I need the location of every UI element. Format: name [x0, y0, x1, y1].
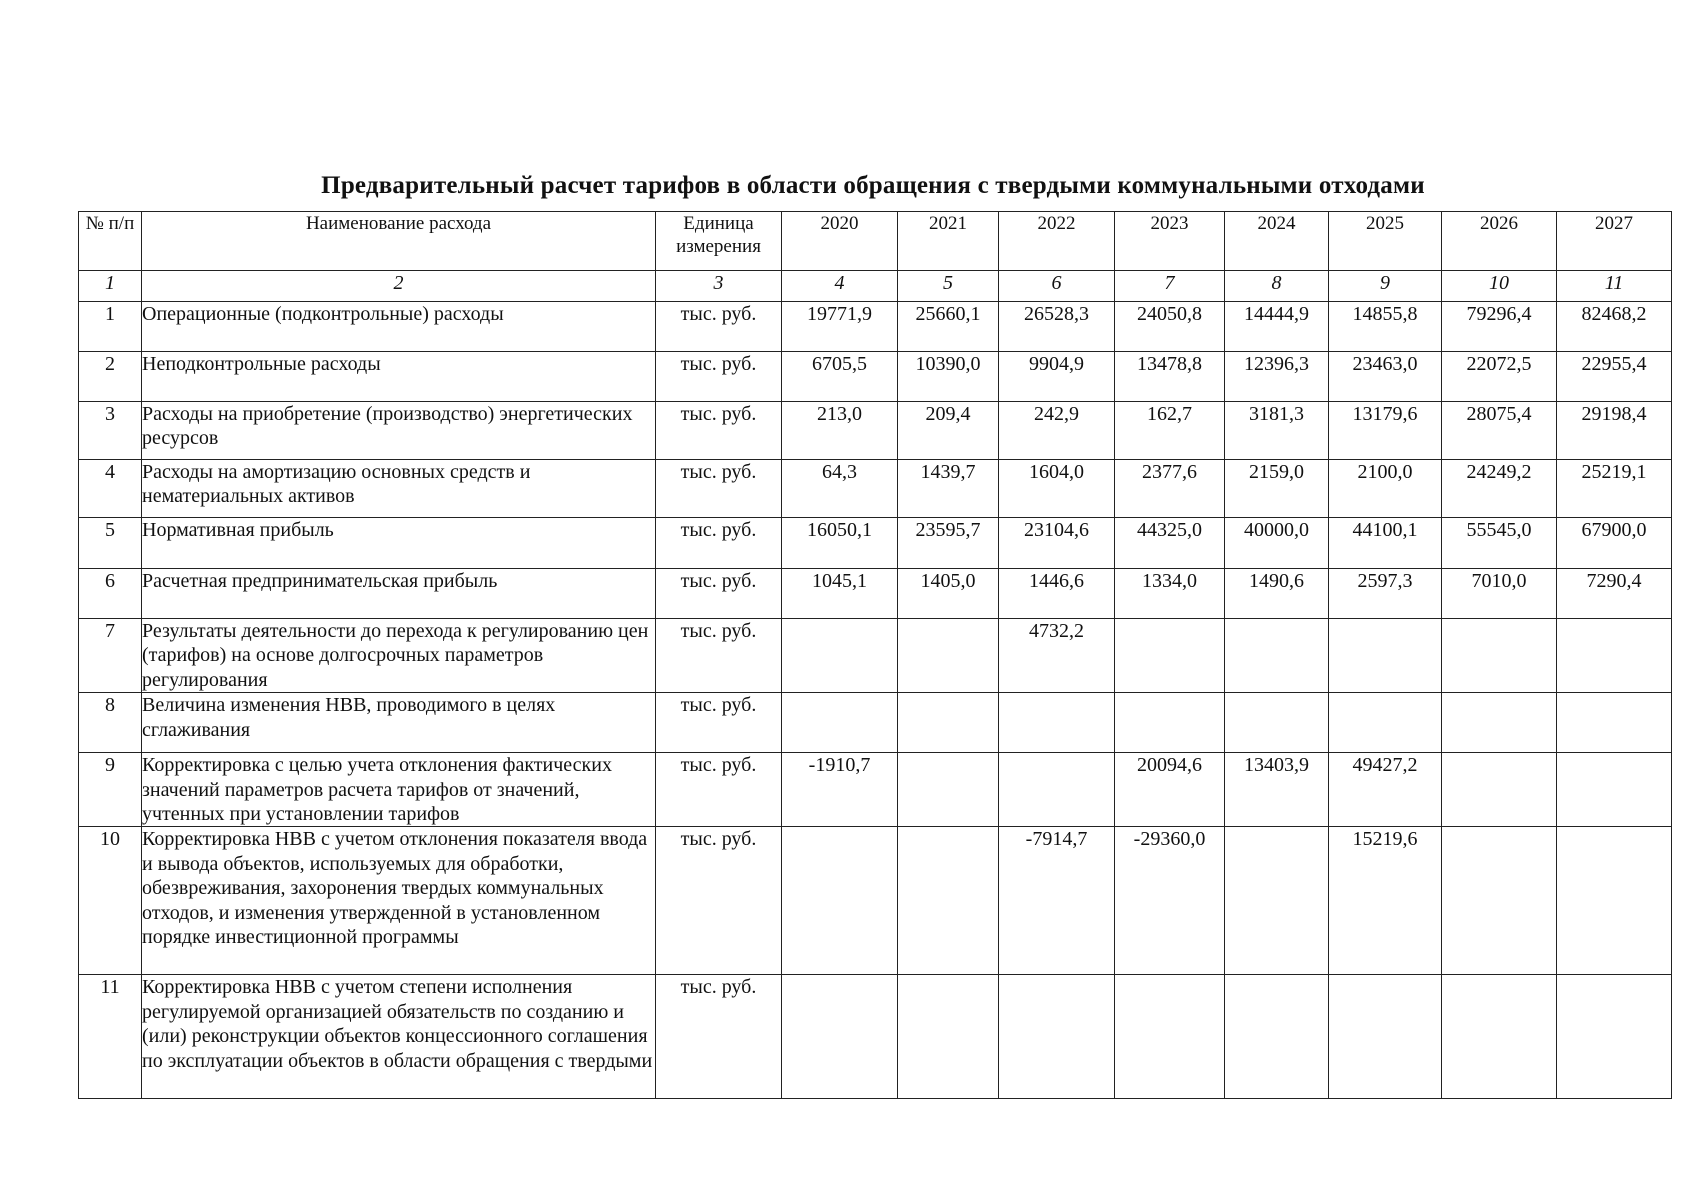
value-cell	[782, 975, 898, 1099]
value-cell: 15219,6	[1329, 827, 1442, 975]
value-cell: 2597,3	[1329, 569, 1442, 619]
value-cell: 14855,8	[1329, 302, 1442, 352]
unit-cell: тыс. руб.	[656, 619, 782, 693]
value-cell	[1225, 693, 1329, 753]
unit-cell: тыс. руб.	[656, 753, 782, 827]
row-number: 10	[79, 827, 142, 975]
table-row	[79, 518, 1672, 569]
unit-cell: тыс. руб.	[656, 460, 782, 518]
value-cell: 67900,0	[1557, 518, 1672, 569]
value-cell: 10390,0	[898, 352, 999, 402]
expense-name: Величина изменения НВВ, проводимого в целях сглаживания	[142, 693, 656, 753]
unit-cell: тыс. руб.	[656, 693, 782, 753]
value-cell: 22955,4	[1557, 352, 1672, 402]
value-cell	[1115, 619, 1225, 693]
value-cell	[782, 693, 898, 753]
value-cell	[1329, 975, 1442, 1099]
value-cell: 14444,9	[1225, 302, 1329, 352]
row-number: 7	[79, 619, 142, 693]
value-cell: 1604,0	[999, 460, 1115, 518]
unit-cell: тыс. руб.	[656, 402, 782, 460]
value-cell: 209,4	[898, 402, 999, 460]
column-number: 2	[142, 271, 656, 302]
header-year: 2027	[1557, 212, 1672, 271]
row-number: 3	[79, 402, 142, 460]
value-cell: 1446,6	[999, 569, 1115, 619]
value-cell	[898, 693, 999, 753]
header-year: 2024	[1225, 212, 1329, 271]
column-number: 6	[999, 271, 1115, 302]
value-cell: 13403,9	[1225, 753, 1329, 827]
value-cell	[898, 975, 999, 1099]
value-cell: 24050,8	[1115, 302, 1225, 352]
header-row	[79, 212, 1672, 271]
table-row	[79, 569, 1672, 619]
expense-name: Неподконтрольные расходы	[142, 352, 656, 402]
table-row	[79, 352, 1672, 402]
value-cell: 13478,8	[1115, 352, 1225, 402]
table-row	[79, 975, 1672, 1099]
value-cell	[1557, 827, 1672, 975]
value-cell: 1405,0	[898, 569, 999, 619]
column-number: 4	[782, 271, 898, 302]
column-number: 9	[1329, 271, 1442, 302]
table-row	[79, 619, 1672, 693]
column-number-row	[79, 271, 1672, 302]
table-row	[79, 693, 1672, 753]
value-cell: 9904,9	[999, 352, 1115, 402]
value-cell	[1329, 619, 1442, 693]
value-cell: 1490,6	[1225, 569, 1329, 619]
value-cell: 20094,6	[1115, 753, 1225, 827]
expense-name: Расходы на приобретение (производство) энергетических ресурсов	[142, 402, 656, 460]
value-cell: 44100,1	[1329, 518, 1442, 569]
expense-name: Операционные (подконтрольные) расходы	[142, 302, 656, 352]
value-cell: 55545,0	[1442, 518, 1557, 569]
unit-cell: тыс. руб.	[656, 569, 782, 619]
expense-name: Корректировка НВВ с учетом отклонения показателя ввода и вывода объектов, используемых для обработки, обезвреживания, захоронения твердых коммунальных отходов, и изменения утвержденной в установленном порядке инвестиционной программы	[142, 827, 656, 975]
table-row	[79, 753, 1672, 827]
value-cell	[1557, 693, 1672, 753]
value-cell	[1225, 619, 1329, 693]
header-year: 2026	[1442, 212, 1557, 271]
unit-cell: тыс. руб.	[656, 302, 782, 352]
value-cell: 13179,6	[1329, 402, 1442, 460]
value-cell: 4732,2	[999, 619, 1115, 693]
column-number: 1	[79, 271, 142, 302]
expense-name: Результаты деятельности до перехода к регулированию цен (тарифов) на основе долгосрочных параметров регулирования	[142, 619, 656, 693]
column-number: 5	[898, 271, 999, 302]
value-cell: 19771,9	[782, 302, 898, 352]
value-cell	[1557, 753, 1672, 827]
value-cell	[898, 753, 999, 827]
value-cell	[782, 827, 898, 975]
value-cell: 40000,0	[1225, 518, 1329, 569]
value-cell: 23104,6	[999, 518, 1115, 569]
value-cell	[999, 975, 1115, 1099]
value-cell: 79296,4	[1442, 302, 1557, 352]
document-title: Предварительный расчет тарифов в области обращения с твердыми коммунальными отходами	[321, 172, 1425, 199]
value-cell: 7290,4	[1557, 569, 1672, 619]
table-row	[79, 827, 1672, 975]
value-cell: 22072,5	[1442, 352, 1557, 402]
value-cell: 24249,2	[1442, 460, 1557, 518]
expense-name: Нормативная прибыль	[142, 518, 656, 569]
row-number: 5	[79, 518, 142, 569]
value-cell	[1442, 619, 1557, 693]
value-cell	[999, 693, 1115, 753]
tariff-table	[78, 211, 1672, 1099]
expense-name: Корректировка НВВ с учетом степени исполнения регулируемой организацией обязательств по созданию и (или) реконструкции объектов концессионного соглашения по эксплуатации объектов в области обращения с твердыми	[142, 975, 656, 1099]
header-name: Наименование расхода	[142, 212, 656, 271]
column-number: 11	[1557, 271, 1672, 302]
value-cell: 162,7	[1115, 402, 1225, 460]
value-cell: 213,0	[782, 402, 898, 460]
row-number: 6	[79, 569, 142, 619]
value-cell	[898, 827, 999, 975]
value-cell: 16050,1	[782, 518, 898, 569]
column-number: 3	[656, 271, 782, 302]
value-cell: 12396,3	[1225, 352, 1329, 402]
header-year: 2023	[1115, 212, 1225, 271]
value-cell: 64,3	[782, 460, 898, 518]
value-cell: 1045,1	[782, 569, 898, 619]
value-cell	[1115, 693, 1225, 753]
header-year: 2021	[898, 212, 999, 271]
value-cell	[1329, 693, 1442, 753]
table-body	[79, 212, 1672, 1099]
value-cell: -7914,7	[999, 827, 1115, 975]
row-number: 8	[79, 693, 142, 753]
value-cell	[999, 753, 1115, 827]
table-row	[79, 460, 1672, 518]
value-cell	[1442, 975, 1557, 1099]
value-cell	[1225, 975, 1329, 1099]
value-cell: 3181,3	[1225, 402, 1329, 460]
expense-name: Расчетная предпринимательская прибыль	[142, 569, 656, 619]
row-number: 1	[79, 302, 142, 352]
header-year: 2025	[1329, 212, 1442, 271]
value-cell: 82468,2	[1557, 302, 1672, 352]
value-cell: 49427,2	[1329, 753, 1442, 827]
value-cell: 23595,7	[898, 518, 999, 569]
header-year: 2020	[782, 212, 898, 271]
unit-cell: тыс. руб.	[656, 827, 782, 975]
expense-name: Корректировка с целью учета отклонения фактических значений параметров расчета тарифов от значений, учтенных при установлении тарифов	[142, 753, 656, 827]
value-cell: -1910,7	[782, 753, 898, 827]
unit-cell: тыс. руб.	[656, 518, 782, 569]
value-cell: -29360,0	[1115, 827, 1225, 975]
value-cell	[1225, 827, 1329, 975]
value-cell: 2159,0	[1225, 460, 1329, 518]
header-unit: Единица измерения	[656, 212, 782, 271]
value-cell: 6705,5	[782, 352, 898, 402]
value-cell: 44325,0	[1115, 518, 1225, 569]
row-number: 2	[79, 352, 142, 402]
value-cell	[1557, 619, 1672, 693]
unit-cell: тыс. руб.	[656, 975, 782, 1099]
header-no: № п/п	[79, 212, 142, 271]
value-cell	[1115, 975, 1225, 1099]
table-row	[79, 402, 1672, 460]
value-cell	[1442, 827, 1557, 975]
column-number: 8	[1225, 271, 1329, 302]
value-cell: 2377,6	[1115, 460, 1225, 518]
value-cell: 2100,0	[1329, 460, 1442, 518]
value-cell: 25660,1	[898, 302, 999, 352]
value-cell: 28075,4	[1442, 402, 1557, 460]
value-cell	[1442, 693, 1557, 753]
unit-cell: тыс. руб.	[656, 352, 782, 402]
table-row	[79, 302, 1672, 352]
value-cell: 1439,7	[898, 460, 999, 518]
value-cell: 26528,3	[999, 302, 1115, 352]
value-cell	[1557, 975, 1672, 1099]
row-number: 11	[79, 975, 142, 1099]
expense-name: Расходы на амортизацию основных средств и нематериальных активов	[142, 460, 656, 518]
value-cell	[898, 619, 999, 693]
column-number: 7	[1115, 271, 1225, 302]
column-number: 10	[1442, 271, 1557, 302]
row-number: 4	[79, 460, 142, 518]
row-number: 9	[79, 753, 142, 827]
value-cell: 242,9	[999, 402, 1115, 460]
value-cell	[1442, 753, 1557, 827]
value-cell	[782, 619, 898, 693]
value-cell: 25219,1	[1557, 460, 1672, 518]
value-cell: 1334,0	[1115, 569, 1225, 619]
header-year: 2022	[999, 212, 1115, 271]
value-cell: 29198,4	[1557, 402, 1672, 460]
value-cell: 23463,0	[1329, 352, 1442, 402]
value-cell: 7010,0	[1442, 569, 1557, 619]
